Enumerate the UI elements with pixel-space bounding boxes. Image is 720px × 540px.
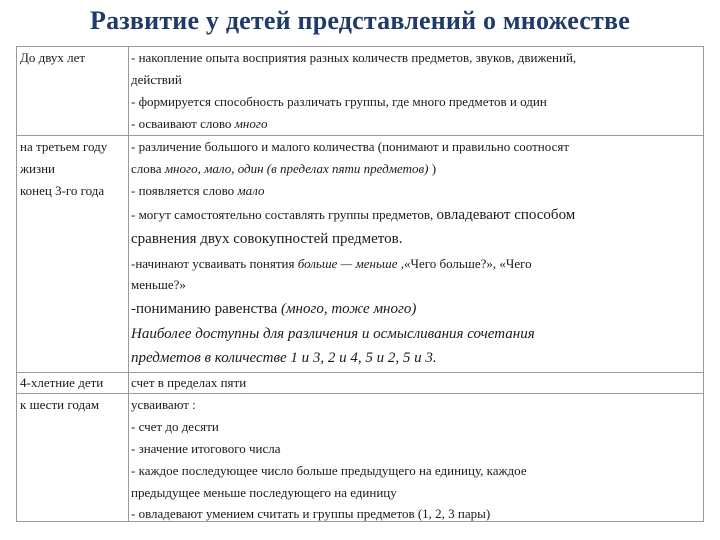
text-line: - накопление опыта восприятия разных количеств предметов, звуков, движений, [131,50,577,65]
text-line [131,183,265,199]
text-line [131,299,416,319]
age-cell: конец 3-го года [20,183,105,198]
text-line [131,161,436,177]
text-line: - формируется способность различать группы, где много предметов и один [131,94,547,109]
text-line [131,116,267,132]
column-divider [128,47,129,521]
development-table [16,46,704,522]
italic-term: предметов в количестве 1 и 3, 2 и 4, 5 и 2, 5 и 3. [131,350,437,366]
text-span: -пониманию равенства [131,301,281,317]
row-divider [17,372,703,373]
italic-term: Наиболее доступны для различения и осмысливания сочетания [131,326,535,342]
text-line [131,205,575,225]
italic-term: больше — меньше [297,256,398,271]
age-cell: До двух лет [20,50,86,65]
text-line: действий [131,72,182,87]
text-span: слова [131,161,165,176]
text-line [131,256,532,272]
text-line: - счет до десяти [131,419,219,434]
text-span: - могут самостоятельно составлять группы предметов, [131,207,437,222]
text-span: - осваивают слово [131,116,235,131]
italic-term: мало [237,183,265,198]
text-line: меньше?» [131,277,186,292]
text-line: - овладевают умением считать и группы предметов (1, 2, 3 пары) [131,506,491,521]
italic-term: (много, тоже много) [280,301,417,317]
page-title: Развитие у детей представлений о множестве [89,6,631,35]
italic-term: много, мало, один (в пределах пяти предметов) [164,161,429,176]
italic-term: много [234,116,268,131]
text-span: - появляется слово [131,183,238,198]
text-line: - каждое последующее число больше предыдущего на единицу, каждое [131,463,527,478]
text-span: овладевают способом [436,207,576,223]
text-span: ) [428,161,437,176]
row-divider [17,135,703,136]
text-line [131,324,535,344]
age-cell: жизни [20,161,55,176]
text-line: - различение большого и малого количества (понимают и правильно соотносят [131,139,569,154]
age-cell: к шести годам [20,397,100,412]
text-line: счет в пределах пяти [131,375,247,390]
row-divider [17,393,703,394]
text-span: ,«Чего больше?», «Чего [397,256,532,271]
text-line: предыдущее меньше последующего на единицу [131,485,397,500]
text-line: сравнения двух совокупностей предметов. [131,231,403,247]
text-line: - значение итогового числа [131,441,281,456]
text-span: -начинают усваивать понятия [131,256,298,271]
text-line: усваивают : [131,397,196,412]
age-cell: на третьем году [20,139,108,154]
text-line [131,348,437,368]
age-cell: 4-хлетние дети [20,375,104,390]
